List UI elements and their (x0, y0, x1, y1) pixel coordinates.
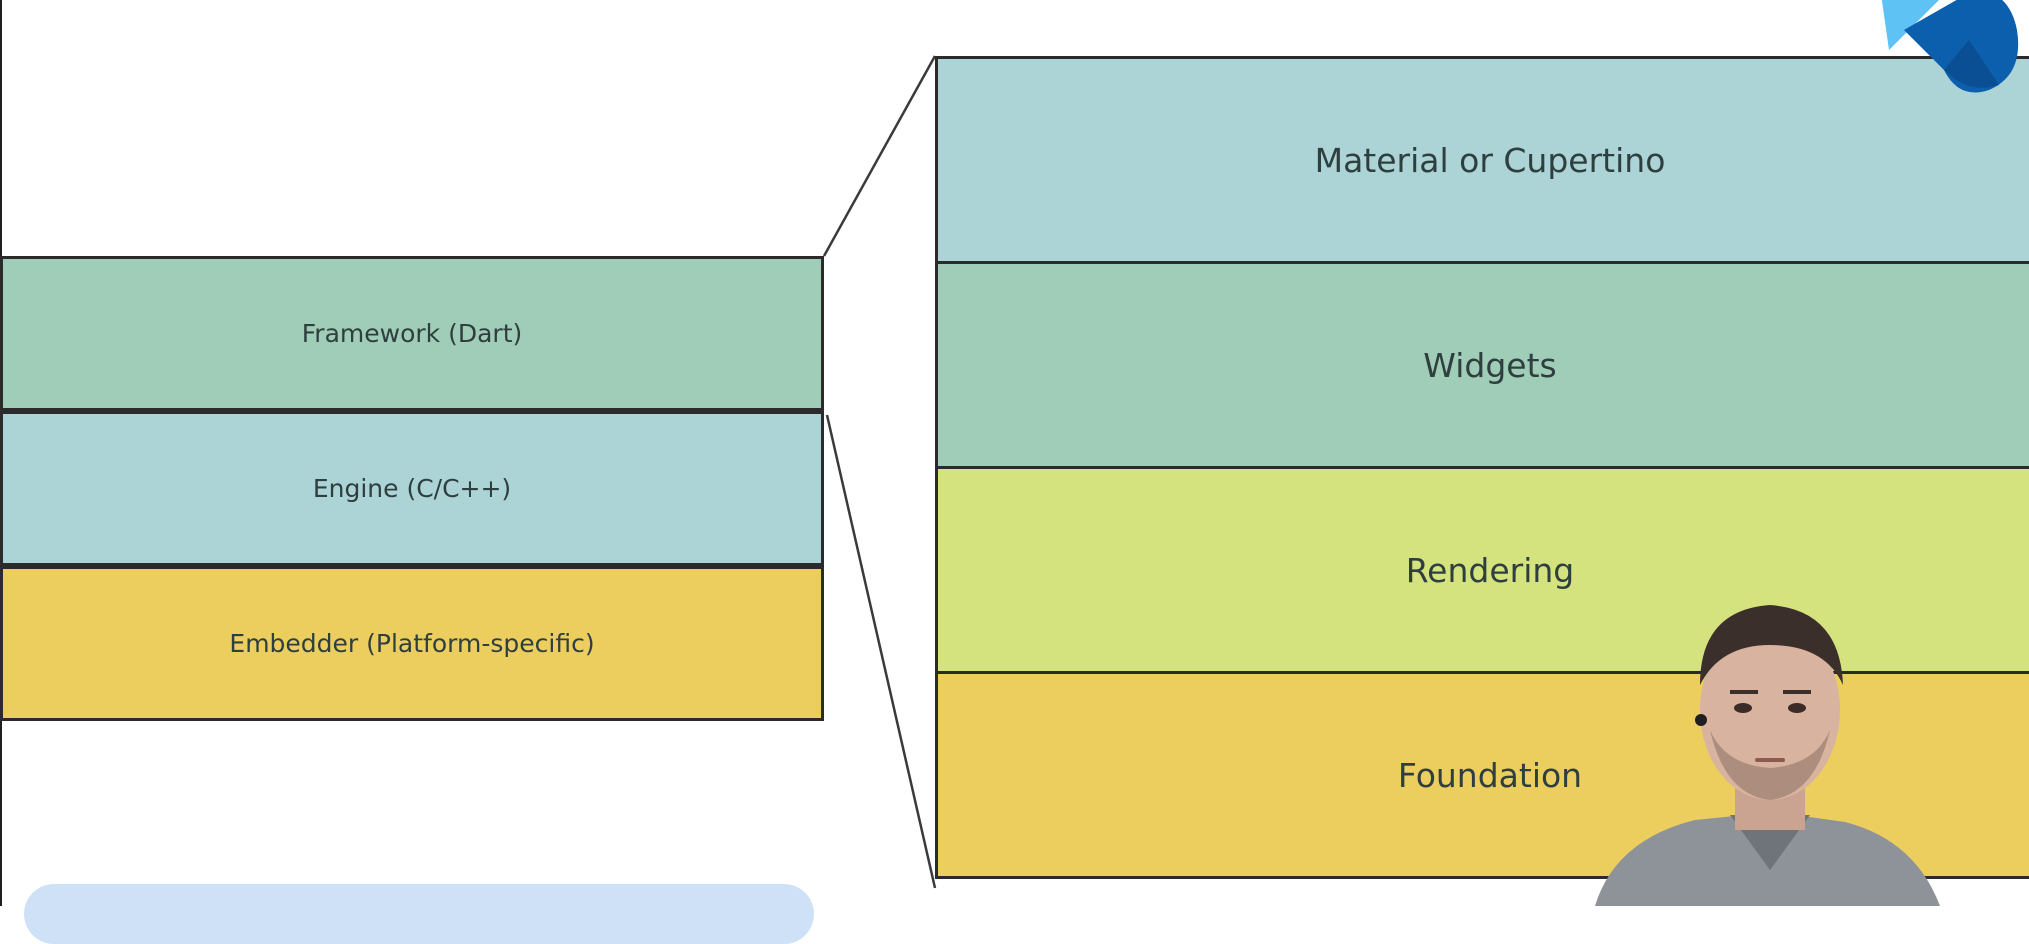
layer-material-cupertino-label: Material or Cupertino (1314, 140, 1666, 180)
layer-embedder-label: Embedder (Platform-specific) (229, 629, 595, 658)
layer-widgets (935, 261, 2029, 469)
layer-rendering-label: Rendering (1405, 550, 1575, 590)
connector-top-line (824, 56, 935, 256)
layer-widgets-label: Widgets (1423, 345, 1557, 385)
connector-bottom-line (827, 415, 935, 888)
layer-foundation-label: Foundation (1397, 755, 1583, 795)
caption-bar (24, 884, 814, 944)
layer-framework-label: Framework (Dart) (301, 319, 523, 348)
presenter-webcam (1595, 590, 1940, 906)
flutter-logo-icon (1849, 0, 2029, 100)
layer-engine-label: Engine (C/C++) (312, 474, 512, 503)
